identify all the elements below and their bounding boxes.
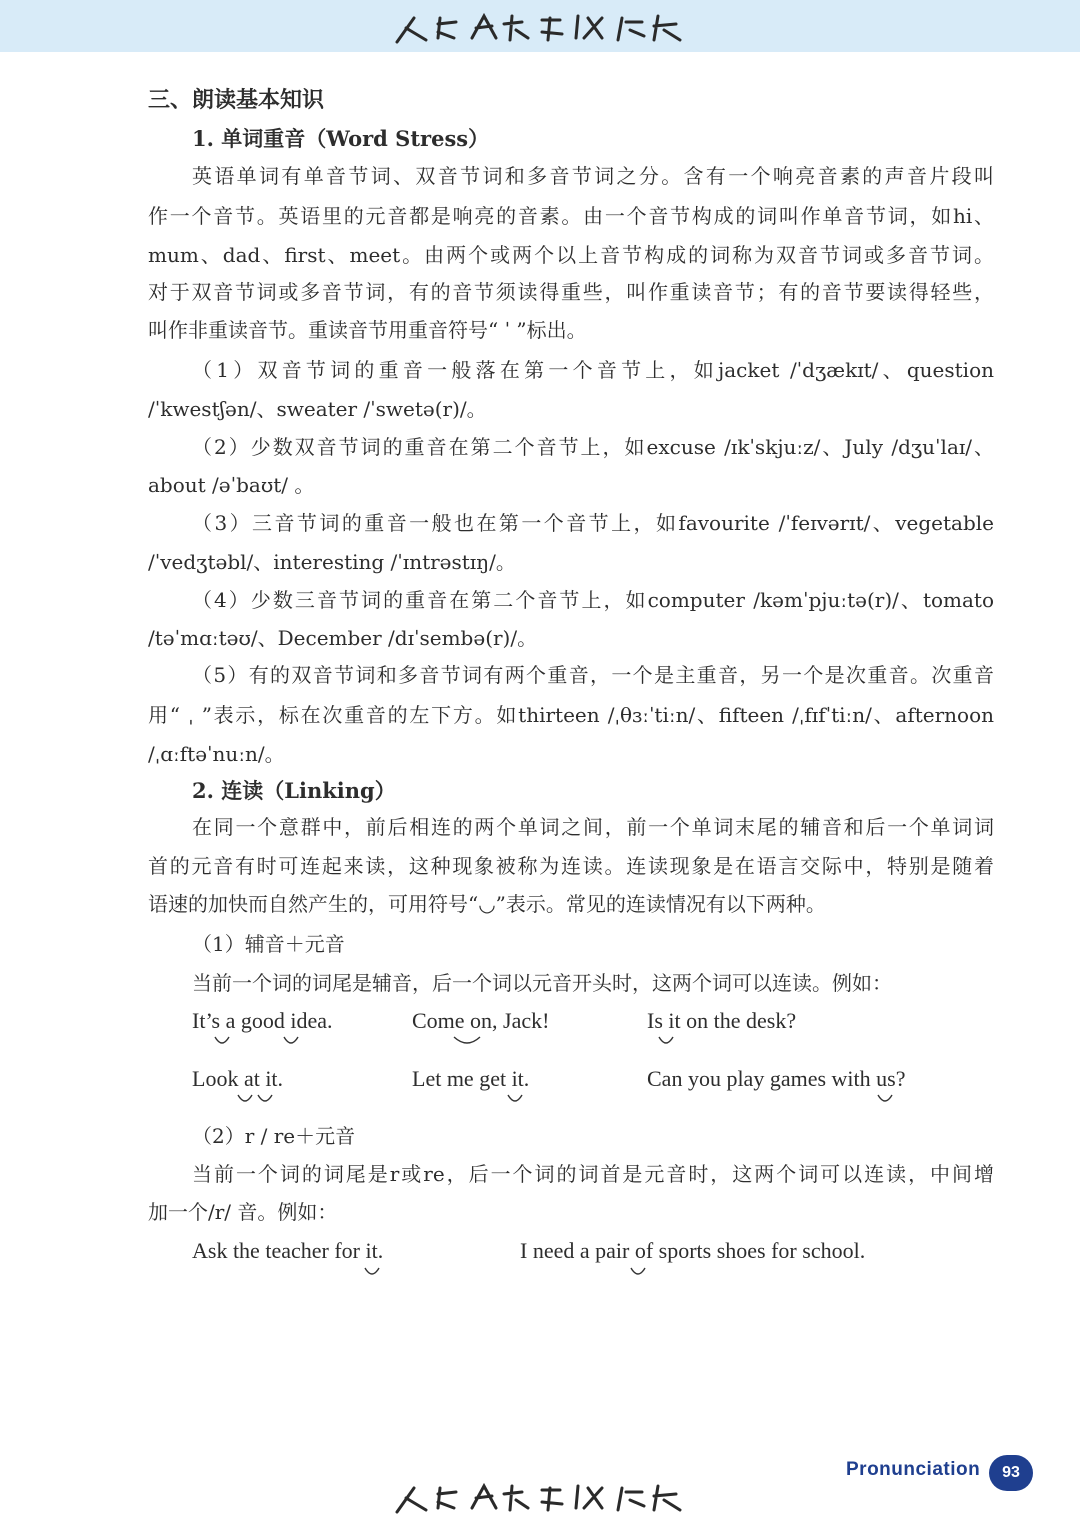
example-sentence: Ask the teacher for it. xyxy=(192,1238,384,1263)
rule-3-line: （3）三音节词的重音一般也在第一个音节上，如favourite /ˈfeɪvərɪt/、vegetable xyxy=(192,511,994,535)
linking-arc-icon xyxy=(282,1035,300,1047)
paragraph-line: 首的元音有时可连起来读，这种现象被称为连读。连读现象是在语言交际中，特别是随着 xyxy=(148,854,994,878)
example-sentence: Can you play games with us? xyxy=(647,1066,906,1091)
rule-5-line: （5）有的双音节词和多音节词有两个重音，一个是主重音，另一个是次重音。次重音 xyxy=(192,663,994,687)
paragraph-line: 语速的加快而自然产生的，可用符号“◡”表示。常见的连读情况有以下两种。 xyxy=(148,892,826,916)
linking-arc-icon xyxy=(657,1035,675,1047)
linking-arc-icon xyxy=(256,1093,274,1105)
rule-5-line: /ˌɑːftəˈnuːn/。 xyxy=(148,742,285,766)
example-sentence: Look at it. xyxy=(192,1066,284,1091)
linking-arc-icon xyxy=(363,1266,381,1278)
rule-4-line: （4）少数三音节词的重音在第二个音节上，如computer /kəmˈpjuːtə(r)/、tomato xyxy=(192,588,994,612)
case-2-desc: 当前一个词的词尾是r或re，后一个词的词首是元音时，这两个词可以连读，中间增 xyxy=(192,1162,994,1186)
rule-3-line: /ˈvedʒtəbl/、interesting /ˈɪntrəstɪŋ/。 xyxy=(148,550,516,574)
rule-1-line: /ˈkwestʃən/、sweater /ˈswetə(r)/。 xyxy=(148,397,487,421)
paragraph-line: 叫作非重读音节。重读音节用重音符号“ ˈ ”标出。 xyxy=(148,318,587,342)
case-2-desc: 加一个/r/ 音。例如： xyxy=(148,1200,338,1224)
linking-arc-icon xyxy=(452,1035,482,1047)
paragraph-line: 作一个音节。英语里的元音都是响亮的音素。由一个音节构成的词叫作单音节词，如hi、 xyxy=(148,204,994,228)
linking-arc-icon xyxy=(876,1093,894,1105)
part1-title: 1. 单词重音（Word Stress） xyxy=(192,126,490,151)
paragraph-line: 在同一个意群中，前后相连的两个单词之间，前一个单词末尾的辅音和后一个单词词 xyxy=(192,815,994,839)
rule-1-line: （1）双音节词的重音一般落在第一个音节上，如jacket /ˈdʒækɪt/、question xyxy=(192,358,994,382)
linking-arc-icon xyxy=(506,1093,524,1105)
paragraph-line: 英语单词有单音节词、双音节词和多音节词之分。含有一个响亮音素的声音片段叫 xyxy=(192,164,994,188)
rule-4-line: /təˈmɑːtəʊ/、December /dɪˈsembə(r)/。 xyxy=(148,626,538,650)
footer-section-label: Pronunciation xyxy=(846,1459,981,1480)
example-sentence: Let me get it. xyxy=(412,1066,530,1091)
part2-title: 2. 连读（Linking） xyxy=(192,778,396,803)
page-number-badge: 93 xyxy=(989,1455,1033,1491)
example-sentence: It’s a good idea. xyxy=(192,1008,333,1033)
case-2-title: （2）r / re＋元音 xyxy=(192,1124,356,1148)
paragraph-line: mum、dad、first、meet。由两个或两个以上音节构成的词称为双音节词或多音节词。 xyxy=(148,243,994,267)
case-1-desc: 当前一个词的词尾是辅音，后一个词以元音开头时，这两个词可以连读。例如： xyxy=(192,971,892,995)
rule-2-line: （2）少数双音节词的重音在第二个音节上，如excuse /ɪkˈskjuːz/、July /dʒuˈlaɪ/、 xyxy=(192,435,994,459)
linking-arc-icon xyxy=(629,1266,647,1278)
example-sentence: I need a pair of sports shoes for school. xyxy=(520,1238,866,1263)
publisher-logo-bottom xyxy=(392,1478,692,1518)
rule-2-line: about /əˈbaʊt/ 。 xyxy=(148,473,315,497)
paragraph-line: 对于双音节词或多音节词，有的音节须读得重些，叫作重读音节；有的音节要读得轻些， xyxy=(148,280,994,304)
example-sentence: Is it on the desk? xyxy=(647,1008,797,1033)
case-1-title: （1）辅音＋元音 xyxy=(192,932,345,956)
publisher-logo-top xyxy=(392,8,692,48)
linking-arc-icon xyxy=(213,1035,231,1047)
rule-5-line: 用“ ˌ ”表示，标在次重音的左下方。如thirteen /ˌθɜːˈtiːn/、fifteen /ˌfɪfˈtiːn/、afternoon xyxy=(148,703,994,727)
section-title: 三、朗读基本知识 xyxy=(148,87,325,113)
linking-arc-icon xyxy=(236,1093,254,1105)
example-sentence: Come on, Jack! xyxy=(412,1008,550,1033)
